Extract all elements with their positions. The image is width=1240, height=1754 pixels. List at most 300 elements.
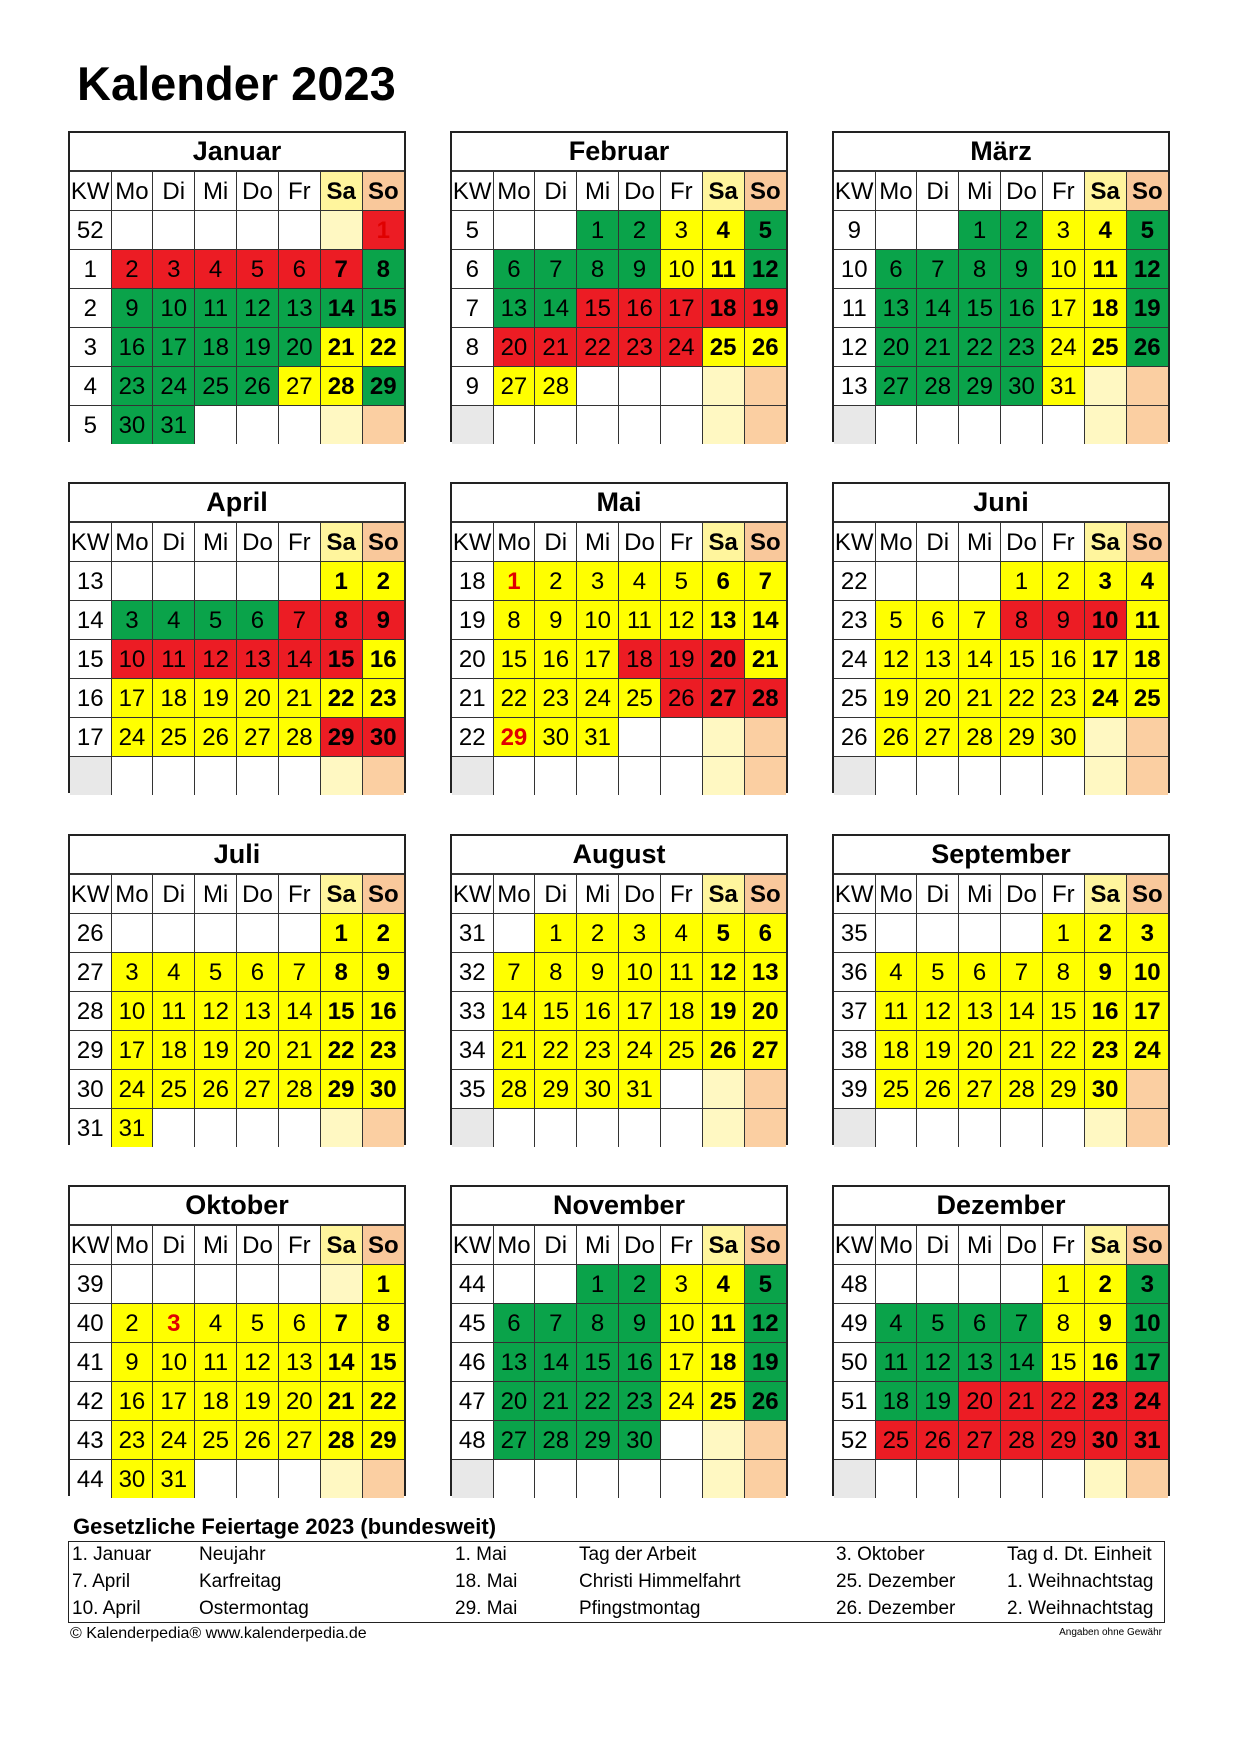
weekday-header: Fr [1042,523,1084,562]
weekday-header: Di [917,1226,959,1265]
day-cell: 29 [1042,1421,1084,1460]
day-cell: 26 [237,1421,279,1460]
empty-cell [153,914,195,953]
day-cell: 6 [702,562,744,601]
day-cell: 23 [1084,1031,1126,1070]
empty-cell [535,1109,577,1148]
day-cell: 30 [1042,718,1084,757]
week-number: 26 [70,914,111,953]
day-cell: 20 [493,328,535,367]
day-cell: 2 [619,1265,661,1304]
weekday-header: So [1126,1226,1168,1265]
empty-cell [320,406,362,445]
week-number: 49 [834,1304,875,1343]
day-cell: 14 [917,289,959,328]
day-cell: 3 [1084,562,1126,601]
day-cell: 24 [1042,328,1084,367]
week-row [834,1343,1168,1382]
empty-cell [577,367,619,406]
day-cell: 19 [744,1343,786,1382]
day-cell: 5 [1126,211,1168,250]
day-cell: 15 [577,289,619,328]
day-cell: 31 [153,1460,195,1499]
week-row [452,1109,786,1148]
week-row [834,1265,1168,1304]
week-row [834,250,1168,289]
day-cell: 8 [1001,601,1043,640]
empty-cell [1042,1460,1084,1499]
day-cell: 3 [577,562,619,601]
day-cell: 24 [1126,1382,1168,1421]
day-cell: 3 [111,953,153,992]
holiday-date: 1. Mai [455,1544,507,1565]
day-cell: 18 [660,992,702,1031]
day-cell: 7 [278,601,320,640]
day-cell: 24 [111,718,153,757]
week-row [452,757,786,796]
weekday-header: Mi [577,172,619,211]
week-row [452,211,786,250]
day-cell: 22 [959,328,1001,367]
day-cell: 14 [278,640,320,679]
day-cell: 18 [195,1382,237,1421]
day-cell: 1 [1042,1265,1084,1304]
month-juni [832,482,1170,793]
week-row [834,679,1168,718]
empty-cell [535,757,577,796]
weekday-header: Di [153,172,195,211]
day-cell: 30 [362,1070,404,1109]
empty-cell [493,914,535,953]
day-cell: 21 [959,679,1001,718]
day-cell: 29 [1042,1070,1084,1109]
week-number: 30 [70,1070,111,1109]
day-cell: 17 [1126,1343,1168,1382]
day-cell: 24 [153,367,195,406]
day-cell: 31 [153,406,195,445]
empty-cell [237,1265,279,1304]
empty-cell [278,914,320,953]
week-number: 21 [452,679,493,718]
weekday-header: So [1126,875,1168,914]
day-cell: 6 [959,953,1001,992]
weekday-header: Di [153,875,195,914]
day-cell: 13 [702,601,744,640]
day-cell: 12 [237,289,279,328]
day-cell: 13 [493,1343,535,1382]
week-number: 39 [834,1070,875,1109]
day-cell: 12 [744,1304,786,1343]
empty-cell [278,562,320,601]
day-cell: 26 [875,718,917,757]
weekday-header: Di [535,875,577,914]
holiday-row [69,1569,1164,1595]
weekday-header: Fr [1042,875,1084,914]
day-cell: 27 [959,1421,1001,1460]
day-cell: 7 [320,250,362,289]
day-cell: 22 [1042,1382,1084,1421]
week-number: 34 [452,1031,493,1070]
kw-header: KW [834,523,875,562]
day-cell: 22 [320,1031,362,1070]
week-number: 10 [834,250,875,289]
day-cell: 25 [702,328,744,367]
day-cell: 24 [577,679,619,718]
day-cell: 2 [111,1304,153,1343]
day-cell: 27 [278,367,320,406]
day-cell: 26 [917,1070,959,1109]
empty-cell [362,757,404,796]
empty-cell [1126,406,1168,445]
empty-cell [320,1460,362,1499]
empty-cell [493,1109,535,1148]
day-cell: 22 [577,1382,619,1421]
day-cell: 26 [1126,328,1168,367]
empty-cell [702,757,744,796]
day-cell: 3 [153,250,195,289]
weekday-header: Mi [959,875,1001,914]
week-row [452,601,786,640]
week-number: 3 [70,328,111,367]
day-cell: 18 [702,1343,744,1382]
day-cell: 29 [535,1070,577,1109]
day-cell: 23 [362,1031,404,1070]
day-cell: 9 [111,1343,153,1382]
day-cell: 30 [577,1070,619,1109]
week-number: 9 [834,211,875,250]
day-cell: 5 [195,953,237,992]
empty-cell [1084,1109,1126,1148]
day-cell: 2 [362,914,404,953]
weekday-header: Sa [1084,172,1126,211]
day-cell: 8 [362,250,404,289]
week-number: 15 [70,640,111,679]
day-cell: 7 [744,562,786,601]
week-number [834,406,875,445]
day-cell: 1 [362,211,404,250]
empty-cell [917,757,959,796]
day-cell: 22 [1042,1031,1084,1070]
weekday-header: So [362,875,404,914]
empty-cell [660,757,702,796]
day-cell: 5 [744,1265,786,1304]
empty-cell [111,914,153,953]
day-cell: 6 [278,1304,320,1343]
week-number [452,757,493,796]
day-cell: 17 [111,1031,153,1070]
day-cell: 9 [535,601,577,640]
empty-cell [535,211,577,250]
kw-header: KW [70,523,111,562]
day-cell: 8 [577,1304,619,1343]
holiday-name: Ostermontag [199,1598,309,1619]
day-cell: 9 [362,601,404,640]
weekday-header: Fr [660,172,702,211]
day-cell: 19 [1126,289,1168,328]
week-number: 18 [452,562,493,601]
day-cell: 13 [744,953,786,992]
day-cell: 28 [320,367,362,406]
month-title: Februar [452,133,786,171]
kw-header: KW [452,875,493,914]
empty-cell [278,211,320,250]
weekday-header: Sa [1084,1226,1126,1265]
day-cell: 11 [195,289,237,328]
day-cell: 15 [959,289,1001,328]
day-cell: 15 [535,992,577,1031]
month-title: Oktober [70,1187,404,1225]
day-cell: 25 [195,1421,237,1460]
day-cell: 29 [362,367,404,406]
weekday-header: Sa [702,1226,744,1265]
month-september [832,834,1170,1145]
weekday-header: Fr [1042,172,1084,211]
day-cell: 25 [1084,328,1126,367]
weekday-header: Fr [278,523,320,562]
weekday-header: Mi [959,172,1001,211]
empty-cell [619,406,661,445]
weekday-header: So [744,875,786,914]
empty-cell [875,211,917,250]
day-cell: 18 [702,289,744,328]
week-number [452,406,493,445]
day-cell: 11 [702,250,744,289]
day-cell: 27 [493,1421,535,1460]
month-title: November [452,1187,786,1225]
week-row [70,1109,404,1148]
holiday-name: Christi Himmelfahrt [579,1571,741,1592]
day-cell: 18 [619,640,661,679]
weekday-header: Fr [1042,1226,1084,1265]
weekday-header: Fr [660,523,702,562]
day-cell: 25 [195,367,237,406]
week-number: 1 [70,250,111,289]
empty-cell [237,562,279,601]
weekday-header: Di [917,875,959,914]
day-cell: 28 [535,367,577,406]
empty-cell [237,1460,279,1499]
day-cell: 18 [875,1382,917,1421]
month-april [68,482,406,793]
weekday-header: So [744,523,786,562]
day-cell: 6 [237,601,279,640]
day-cell: 5 [237,250,279,289]
weekday-header: Fr [278,875,320,914]
day-cell: 13 [917,640,959,679]
empty-cell [535,1265,577,1304]
weekday-header: So [362,1226,404,1265]
empty-cell [237,757,279,796]
empty-cell [1126,1070,1168,1109]
day-cell: 18 [1084,289,1126,328]
day-cell: 8 [1042,1304,1084,1343]
day-cell: 26 [744,1382,786,1421]
weekday-header: Sa [320,875,362,914]
empty-cell [875,1109,917,1148]
holidays-title: Gesetzliche Feiertage 2023 (bundesweit) [73,1514,497,1539]
day-cell: 9 [577,953,619,992]
day-cell: 18 [153,1031,195,1070]
weekday-header: Do [237,1226,279,1265]
week-row [70,1382,404,1421]
week-row [70,953,404,992]
empty-cell [195,1460,237,1499]
empty-cell [1084,718,1126,757]
empty-cell [1001,1265,1043,1304]
empty-cell [1084,1460,1126,1499]
week-number: 52 [70,211,111,250]
day-cell: 6 [959,1304,1001,1343]
day-cell: 9 [1084,1304,1126,1343]
weekday-header: Do [237,875,279,914]
week-number: 26 [834,718,875,757]
week-number: 42 [70,1382,111,1421]
day-cell: 28 [278,718,320,757]
day-cell: 11 [153,992,195,1031]
day-cell: 21 [1001,1382,1043,1421]
day-cell: 10 [153,289,195,328]
month-februar [450,131,788,442]
holiday-name: 2. Weihnachtstag [1007,1598,1154,1619]
day-cell: 20 [959,1031,1001,1070]
empty-cell [237,406,279,445]
week-row [452,250,786,289]
day-cell: 1 [493,562,535,601]
day-cell: 6 [744,914,786,953]
weekday-header: Sa [702,875,744,914]
empty-cell [493,211,535,250]
empty-cell [660,1070,702,1109]
week-row [834,601,1168,640]
empty-cell [195,1109,237,1148]
day-cell: 22 [577,328,619,367]
weekday-header: Sa [1084,875,1126,914]
weekday-header: Do [237,172,279,211]
day-cell: 14 [959,640,1001,679]
weekday-header: Di [535,172,577,211]
holiday-name: Neujahr [199,1544,266,1565]
empty-cell [744,1070,786,1109]
empty-cell [660,718,702,757]
day-cell: 4 [195,1304,237,1343]
day-cell: 23 [1084,1382,1126,1421]
week-number: 40 [70,1304,111,1343]
day-cell: 10 [619,953,661,992]
day-cell: 12 [917,1343,959,1382]
week-number: 31 [452,914,493,953]
day-cell: 15 [362,1343,404,1382]
day-cell: 23 [1001,328,1043,367]
day-cell: 24 [111,1070,153,1109]
day-cell: 9 [1042,601,1084,640]
day-cell: 8 [320,601,362,640]
empty-cell [1084,757,1126,796]
day-cell: 23 [362,679,404,718]
day-cell: 10 [1126,953,1168,992]
empty-cell [493,406,535,445]
day-cell: 12 [875,640,917,679]
kw-header: KW [452,172,493,211]
day-cell: 12 [917,992,959,1031]
week-row [834,1304,1168,1343]
day-cell: 20 [278,328,320,367]
week-row [70,640,404,679]
empty-cell [1126,718,1168,757]
empty-cell [875,757,917,796]
week-number: 27 [70,953,111,992]
week-row [834,1031,1168,1070]
empty-cell [1084,406,1126,445]
empty-cell [702,1460,744,1499]
empty-cell [702,1421,744,1460]
weekday-header: Fr [660,875,702,914]
empty-cell [1042,406,1084,445]
week-row [452,992,786,1031]
week-number: 22 [452,718,493,757]
day-cell: 14 [1001,1343,1043,1382]
day-cell: 14 [744,601,786,640]
day-cell: 21 [320,328,362,367]
day-cell: 22 [320,679,362,718]
empty-cell [493,1265,535,1304]
weekday-header: Mo [875,1226,917,1265]
week-row [452,1265,786,1304]
week-number [834,757,875,796]
day-cell: 19 [660,640,702,679]
month-title: Juli [70,836,404,874]
day-cell: 12 [702,953,744,992]
weekday-header: Mo [111,1226,153,1265]
week-row [834,992,1168,1031]
day-cell: 7 [1001,1304,1043,1343]
day-cell: 4 [619,562,661,601]
day-cell: 17 [1042,289,1084,328]
week-number: 25 [834,679,875,718]
week-number: 13 [834,367,875,406]
day-cell: 14 [1001,992,1043,1031]
day-cell: 22 [362,1382,404,1421]
day-cell: 8 [493,601,535,640]
empty-cell [917,1460,959,1499]
day-cell: 8 [959,250,1001,289]
day-cell: 21 [917,328,959,367]
week-row [452,1070,786,1109]
week-number: 20 [452,640,493,679]
weekday-header: Sa [320,172,362,211]
day-cell: 16 [1084,992,1126,1031]
month-märz [832,131,1170,442]
day-cell: 8 [362,1304,404,1343]
day-cell: 24 [660,328,702,367]
empty-cell [619,1460,661,1499]
day-cell: 31 [577,718,619,757]
day-cell: 21 [320,1382,362,1421]
week-row [452,367,786,406]
day-cell: 16 [535,640,577,679]
day-cell: 27 [959,1070,1001,1109]
holiday-date: 29. Mai [455,1598,518,1619]
day-cell: 5 [195,601,237,640]
week-number: 37 [834,992,875,1031]
day-cell: 12 [237,1343,279,1382]
week-number: 17 [70,718,111,757]
day-cell: 18 [195,328,237,367]
weekday-header: Mi [577,1226,619,1265]
week-number [70,757,111,796]
weekday-header: Mi [195,172,237,211]
day-cell: 27 [744,1031,786,1070]
day-cell: 5 [917,1304,959,1343]
